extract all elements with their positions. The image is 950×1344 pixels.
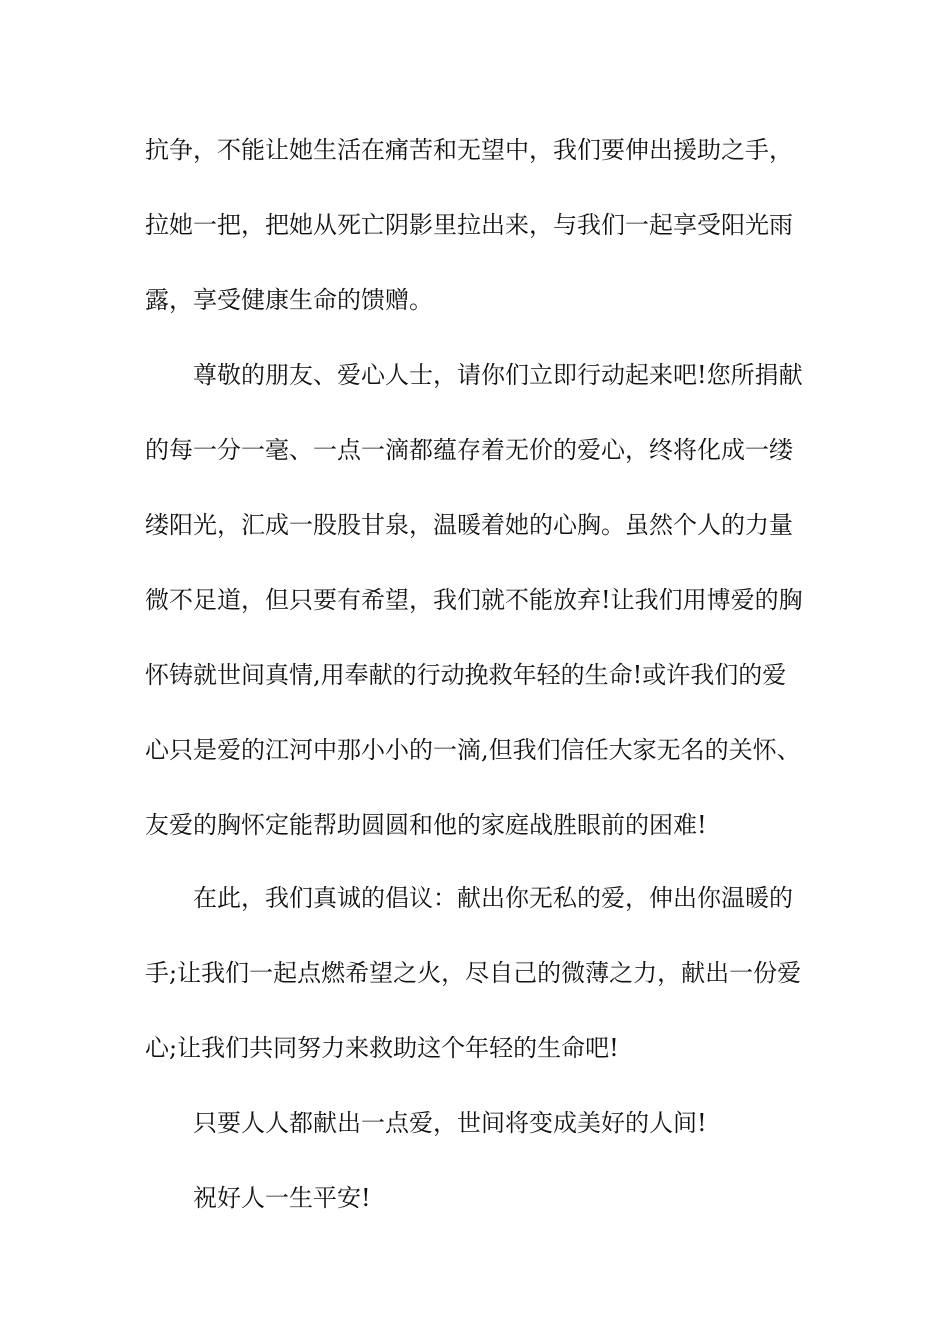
text-line: 怀铸就世间真情,用奉献的行动挽救年轻的生命!或许我们的爱 [145, 661, 787, 689]
text-line: 友爱的胸怀定能帮助圆圆和他的家庭战胜眼前的困难! [145, 811, 707, 839]
text-line: 缕阳光，汇成一股股甘泉，温暖着她的心胸。虽然个人的力量 [145, 511, 793, 539]
paragraph-first-line: 只要人人都献出一点爱，世间将变成美好的人间! [193, 1109, 707, 1137]
text-line: 露，享受健康生命的馈赠。 [145, 286, 433, 314]
text-line: 抗争，不能让她生活在痛苦和无望中，我们要伸出援助之手， [145, 136, 793, 164]
paragraph-first-line: 尊敬的朋友、爱心人士，请你们立即行动起来吧!您所捐献 [193, 361, 803, 389]
text-line: 心只是爱的江河中那小小的一滴,但我们信任大家无名的关怀、 [145, 736, 801, 764]
paragraph-first-line: 祝好人一生平安! [193, 1184, 371, 1212]
text-line: 的每一分一毫、一点一滴都蕴存着无价的爱心，终将化成一缕 [145, 436, 793, 464]
text-line: 心;让我们共同努力来救助这个年轻的生命吧! [145, 1034, 619, 1062]
text-line: 拉她一把，把她从死亡阴影里拉出来，与我们一起享受阳光雨 [145, 211, 793, 239]
text-line: 手;让我们一起点燃希望之火，尽自己的微薄之力，献出一份爱 [145, 959, 802, 987]
paragraph-first-line: 在此，我们真诚的倡议：献出你无私的爱，伸出你温暖的 [193, 884, 793, 912]
text-line: 微不足道，但只要有希望，我们就不能放弃!让我们用博爱的胸 [145, 586, 803, 614]
